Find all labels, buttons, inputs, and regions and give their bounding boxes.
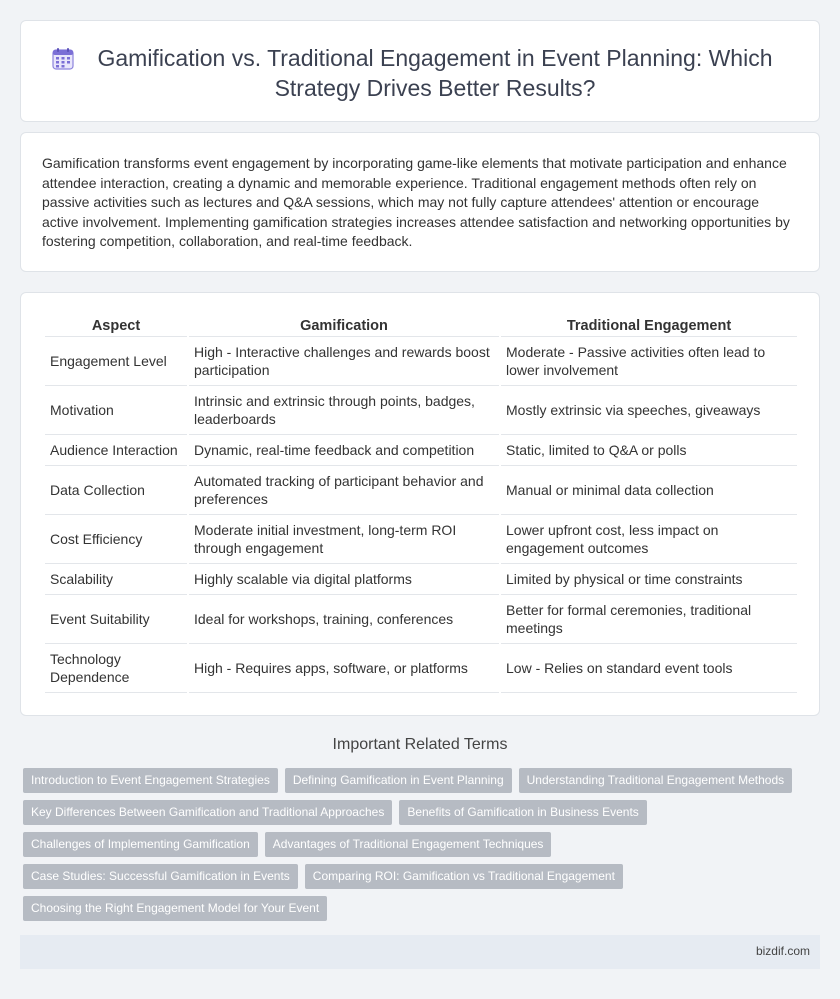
table-cell: Highly scalable via digital platforms — [189, 564, 499, 595]
related-term-tag[interactable]: Key Differences Between Gamification and Traditional Approaches — [23, 800, 392, 825]
page-title: Gamification vs. Traditional Engagement in Event Planning: Which Strategy Drives Better Results? — [97, 45, 773, 101]
table-cell: Static, limited to Q&A or polls — [501, 435, 797, 466]
table-cell: High - Interactive challenges and rewards boost participation — [189, 337, 499, 386]
table-cell: Mostly extrinsic via speeches, giveaways — [501, 386, 797, 435]
related-term-tag[interactable]: Understanding Traditional Engagement Methods — [519, 768, 793, 793]
tag-row — [23, 832, 813, 864]
comparison-table-card — [20, 292, 820, 716]
table-row — [45, 515, 797, 564]
table-cell: Ideal for workshops, training, conferences — [189, 595, 499, 644]
table-cell: Better for formal ceremonies, traditional meetings — [501, 595, 797, 644]
table-row — [45, 564, 797, 595]
tag-row — [23, 896, 813, 928]
table-row — [45, 435, 797, 466]
tag-row — [23, 768, 813, 800]
header-card — [20, 20, 820, 122]
related-terms-title: Important Related Terms — [332, 736, 508, 753]
footer-site-link[interactable]: bizdif.com — [755, 944, 810, 958]
tag-row — [23, 864, 813, 896]
related-term-tag[interactable]: Advantages of Traditional Engagement Techniques — [265, 832, 552, 857]
table-cell: Engagement Level — [45, 337, 187, 386]
related-term-tag[interactable]: Challenges of Implementing Gamification — [23, 832, 258, 857]
tag-row — [23, 800, 813, 832]
related-term-tag[interactable]: Benefits of Gamification in Business Events — [399, 800, 646, 825]
table-row — [45, 595, 797, 644]
table-cell: Audience Interaction — [45, 435, 187, 466]
table-row — [45, 644, 797, 693]
column-header-traditional: Traditional Engagement — [501, 315, 797, 337]
column-header-aspect: Aspect — [45, 315, 187, 337]
table-cell: Moderate - Passive activities often lead to lower involvement — [501, 337, 797, 386]
comparison-table — [43, 315, 799, 693]
table-cell: High - Requires apps, software, or platforms — [189, 644, 499, 693]
table-row — [45, 466, 797, 515]
intro-card — [20, 132, 820, 272]
table-cell: Limited by physical or time constraints — [501, 564, 797, 595]
table-cell: Technology Dependence — [45, 644, 187, 693]
table-row — [45, 337, 797, 386]
table-row — [45, 386, 797, 435]
table-cell: Motivation — [45, 386, 187, 435]
table-cell: Automated tracking of participant behavior and preferences — [189, 466, 499, 515]
footer — [20, 935, 820, 969]
table-cell: Event Suitability — [45, 595, 187, 644]
table-cell: Low - Relies on standard event tools — [501, 644, 797, 693]
intro-paragraph: Gamification transforms event engagement by incorporating game-like elements that motivate participation and enhance attendee interaction, creating a dynamic and memorable experience. Traditional engagement methods often rely on passive activities such as lectures and Q&A sessions, which may not fully capture attendees' attention or encourage active involvement. Implementing gamification strategies increases attendee satisfaction and networking opportunities by fostering competition, collaboration, and real-time feedback. — [42, 155, 790, 249]
column-header-gamification: Gamification — [189, 315, 499, 337]
table-cell: Lower upfront cost, less impact on engagement outcomes — [501, 515, 797, 564]
table-cell: Moderate initial investment, long-term ROI through engagement — [189, 515, 499, 564]
related-term-tag[interactable]: Comparing ROI: Gamification vs Traditional Engagement — [305, 864, 623, 889]
table-cell: Manual or minimal data collection — [501, 466, 797, 515]
table-cell: Data Collection — [45, 466, 187, 515]
related-term-tag[interactable]: Choosing the Right Engagement Model for Your Event — [23, 896, 327, 921]
related-term-tag[interactable]: Case Studies: Successful Gamification in Events — [23, 864, 298, 889]
table-cell: Scalability — [45, 564, 187, 595]
table-cell: Cost Efficiency — [45, 515, 187, 564]
table-header-row — [45, 315, 797, 337]
table-cell: Intrinsic and extrinsic through points, badges, leaderboards — [189, 386, 499, 435]
related-term-tag[interactable]: Introduction to Event Engagement Strategies — [23, 768, 278, 793]
table-cell: Dynamic, real-time feedback and competition — [189, 435, 499, 466]
related-term-tag[interactable]: Defining Gamification in Event Planning — [285, 768, 512, 793]
related-terms-list — [23, 768, 813, 928]
